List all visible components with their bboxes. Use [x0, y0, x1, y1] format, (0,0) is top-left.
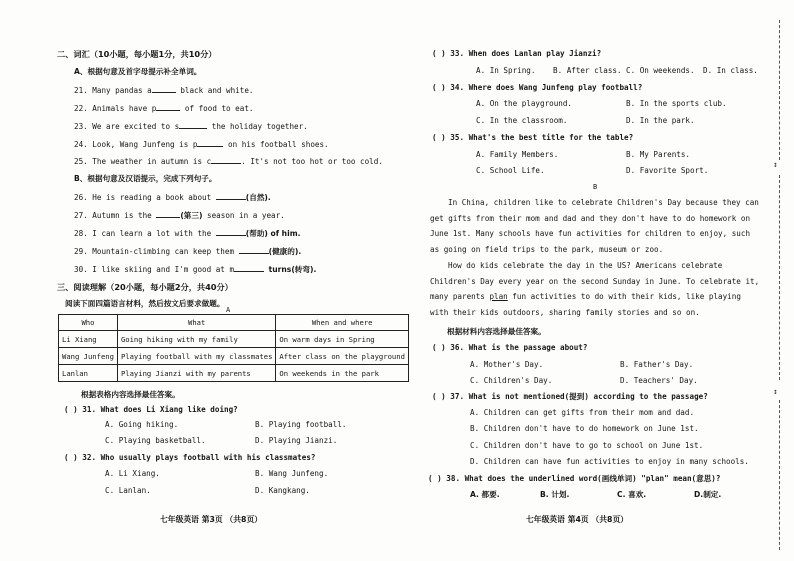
option-34c[interactable]: C. In the classroom. — [476, 116, 568, 125]
option-32b[interactable]: B. Wang Junfeng. — [255, 469, 329, 478]
binding-line — [779, 400, 784, 550]
option-31b[interactable]: B. Playing football. — [255, 420, 347, 429]
table-cell: Playing football with my classmates — [117, 348, 275, 365]
option-37b[interactable]: B. Children don't have to do homework on June 1st. — [470, 424, 699, 433]
answer-blank[interactable] — [234, 264, 264, 272]
table-cell: Playing Jianzi with my parents — [117, 365, 275, 382]
answer-blank[interactable] — [179, 121, 207, 129]
option-33d[interactable]: D. In class. — [703, 66, 758, 75]
question-33-stem: ( ) 33. When does Lanlan play Jianzi? — [432, 49, 602, 58]
passage-instruction: 根据材料内容选择最佳答案。 — [447, 327, 546, 336]
section-3-instruction: 阅读下面四篇语言材料，然后按文后要求做题。 — [65, 299, 225, 308]
option-37d[interactable]: D. Children can have fun activities to enjoy in many schools. — [470, 457, 749, 466]
question-27: 27. Autumn is the (第三) season in a year. — [74, 211, 285, 220]
table-row — [59, 348, 409, 365]
option-38a[interactable]: A. 都要. — [470, 490, 500, 499]
table-header-cell: What — [117, 315, 275, 331]
answer-paren[interactable]: ( ) — [432, 343, 446, 352]
question-26: 26. He is reading a book about (自然). — [74, 193, 271, 202]
question-34-stem: ( ) 34. Where does Wang Junfeng play football? — [432, 83, 643, 92]
question-38-stem: ( ) 38. What does the underlined word(画线单词) "plan" mean(意思)? — [428, 474, 721, 483]
answer-blank[interactable] — [216, 228, 246, 236]
option-34b[interactable]: B. In the sports club. — [626, 99, 727, 108]
option-35a[interactable]: A. Family Members. — [476, 150, 559, 159]
option-36b[interactable]: B. Father's Day. — [620, 360, 694, 369]
table-cell: Li Xiang — [59, 331, 118, 348]
option-35b[interactable]: B. My Parents. — [626, 150, 691, 159]
passage-paragraph-2: How do kids celebrate the day in the US? Americans celebrate Children's Day every year on the second Sunday in June. To celebrate it, many parents plan fun activities to do with their kids, like playing with their kids outdoors, sharing family stories and so on. — [430, 261, 760, 317]
passage-paragraph-1: In China, children like to celebrate Children's Day because they can get gifts from their mom and dad and they don't have to do homework on June 1st. Many schools have fun activities for children to enjoy, such as going on field trips to the park, museum or zoo. — [430, 198, 759, 254]
option-33c[interactable]: C. On weekends. — [626, 66, 695, 75]
option-31a[interactable]: A. Going hiking. — [105, 420, 179, 429]
question-32-stem: ( ) 32. Who usually plays football with his classmates? — [64, 453, 316, 462]
option-31c[interactable]: C. Playing basketball. — [105, 436, 206, 445]
question-31-stem: ( ) 31. What does Li Xiang like doing? — [64, 405, 238, 414]
answer-paren[interactable]: ( ) — [64, 405, 78, 414]
section-2-part-b-instruction: B、根据句意及汉语提示，完成下列句子。 — [74, 174, 217, 183]
option-32c[interactable]: C. Lanlan. — [105, 486, 151, 495]
question-21: 21. Many pandas a black and white. — [74, 86, 254, 95]
binding-mark-icon: ↕ — [773, 387, 778, 396]
table-cell: On warm days in Spring — [276, 331, 409, 348]
question-36-stem: ( ) 36. What is the passage about? — [432, 343, 588, 352]
table-cell: Lanlan — [59, 365, 118, 382]
section-2-part-a-instruction: A、根据句意及首字母提示补全单词。 — [74, 67, 202, 76]
binding-line — [779, 20, 784, 160]
page-footer-4: 七年级英语 第4页 （共8页） — [526, 515, 629, 524]
answer-paren[interactable]: ( ) — [428, 474, 442, 483]
option-37c[interactable]: C. Children don't have to go to school on June 1st. — [470, 441, 704, 450]
table-row — [59, 365, 409, 382]
table-header-cell: Who — [59, 315, 118, 331]
table-header-cell: When and where — [276, 315, 409, 331]
table-cell: Wang Junfeng — [59, 348, 118, 365]
question-28: 28. I can learn a lot with the (帮助) of him. — [74, 229, 301, 238]
part-b-label: B — [593, 183, 598, 191]
option-34a[interactable]: A. On the playground. — [476, 99, 573, 108]
option-32d[interactable]: D. Kangkang. — [255, 486, 310, 495]
answer-blank[interactable] — [152, 85, 176, 93]
question-24: 24. Look, Wang Junfeng is p on his football shoes. — [74, 140, 329, 149]
answer-blank[interactable] — [197, 139, 223, 147]
question-23: 23. We are excited to s the holiday together. — [74, 122, 308, 131]
underlined-word: plan — [489, 292, 508, 301]
section-3-title: 三、阅读理解（20小题，每小题2分，共40分） — [57, 282, 233, 292]
answer-paren[interactable]: ( ) — [432, 133, 446, 142]
question-29: 29. Mountain-climbing can keep them (健康的). — [74, 247, 302, 256]
option-38c[interactable]: C. 喜欢. — [617, 490, 647, 499]
binding-mark-icon: ↕ — [773, 160, 778, 169]
option-32a[interactable]: A. Li Xiang. — [105, 469, 160, 478]
option-34d[interactable]: D. In the park. — [626, 116, 695, 125]
option-35d[interactable]: D. Favorite Sport. — [626, 166, 709, 175]
option-36a[interactable]: A. Mother's Day. — [470, 360, 544, 369]
part-a-label: A — [226, 306, 231, 314]
option-36c[interactable]: C. Children's Day. — [470, 376, 553, 385]
option-35c[interactable]: C. School Life. — [476, 166, 545, 175]
option-33a[interactable]: A. In Spring. — [476, 66, 536, 75]
table-row — [59, 331, 409, 348]
question-30: 30. I like skiing and I'm good at m turns(转弯). — [74, 265, 317, 274]
section-2-title: 二、词汇（10小题，每小题1分，共10分） — [57, 49, 217, 59]
table-instruction: 根据表格内容选择最佳答案。 — [81, 390, 180, 399]
page-footer-3: 七年级英语 第3页 （共8页） — [160, 515, 263, 524]
table-header-row — [59, 315, 409, 331]
answer-blank[interactable] — [211, 156, 241, 164]
answer-blank[interactable] — [156, 210, 180, 218]
question-25: 25. The weather in autumn is c . It's not too hot or too cold. — [74, 157, 383, 166]
question-37-stem: ( ) 37. What is not mentioned(提到) according to the passage? — [432, 392, 708, 401]
question-35-stem: ( ) 35. What's the best title for the table? — [432, 133, 634, 142]
answer-paren[interactable]: ( ) — [432, 49, 446, 58]
activities-table — [58, 314, 409, 382]
answer-blank[interactable] — [156, 103, 180, 111]
answer-blank[interactable] — [239, 246, 269, 254]
option-36d[interactable]: D. Teachers' Day. — [620, 376, 698, 385]
binding-line — [779, 175, 784, 380]
option-38b[interactable]: B. 计划. — [540, 490, 570, 499]
answer-blank[interactable] — [216, 192, 246, 200]
answer-paren[interactable]: ( ) — [64, 453, 78, 462]
answer-paren[interactable]: ( ) — [432, 83, 446, 92]
table-cell: On weekends in the park — [276, 365, 409, 382]
table-cell: Going hiking with my family — [117, 331, 275, 348]
option-31d[interactable]: D. Playing Jianzi. — [255, 436, 338, 445]
answer-paren[interactable]: ( ) — [432, 392, 446, 401]
question-22: 22. Animals have p of food to eat. — [74, 104, 254, 113]
table-cell: After class on the playground — [276, 348, 409, 365]
option-37a[interactable]: A. Children can get gifts from their mom and dad. — [470, 408, 695, 417]
option-38d[interactable]: D.制定. — [694, 490, 722, 499]
option-33b[interactable]: B. After class. — [553, 66, 622, 75]
